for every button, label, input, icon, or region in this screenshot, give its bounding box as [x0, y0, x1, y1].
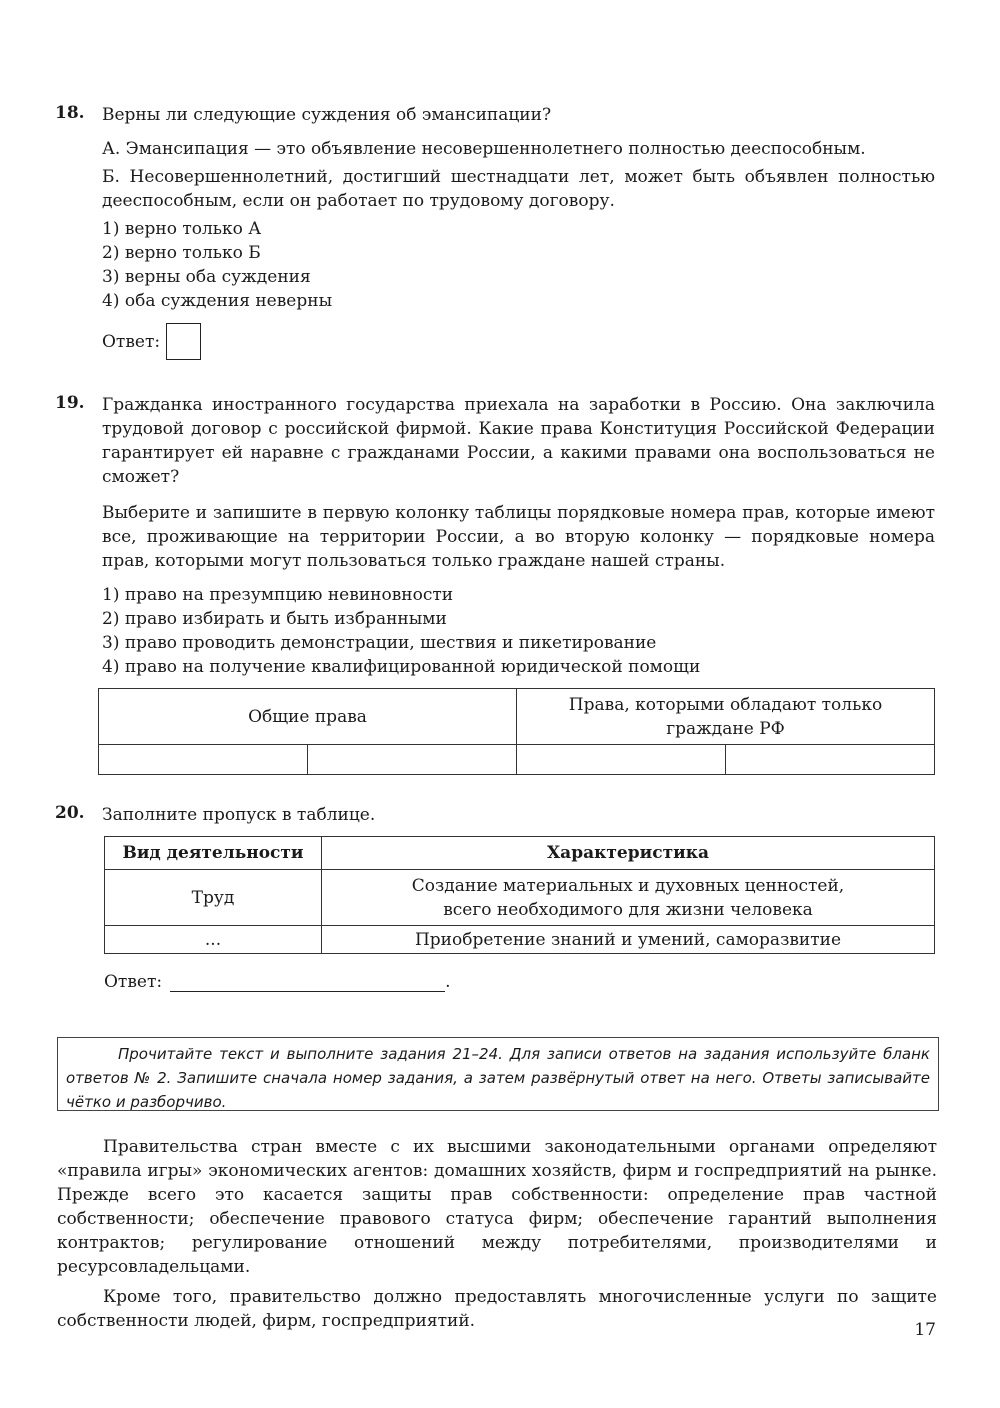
option-2: 2) право избирать и быть избранными: [102, 609, 447, 629]
answer-label: Ответ:: [104, 972, 163, 992]
reading-passage: [57, 1135, 937, 1333]
header-activity-type: Вид деятельности: [105, 837, 322, 870]
option-4: 4) оба суждения неверны: [102, 291, 333, 311]
question-text: Верны ли следующие суждения об эмансипации?: [102, 105, 552, 125]
answer-cell[interactable]: [517, 745, 726, 775]
passage-paragraph: Кроме того, правительство должно предоставлять многочисленные услуги по защите собственности людей, фирм, госпредприятий.: [57, 1287, 937, 1331]
page-number: 17: [914, 1320, 936, 1340]
option-4: 4) право на получение квалифицированной юридической помощи: [102, 657, 701, 677]
header-common-rights: Общие права: [99, 689, 517, 745]
option-1: 1) право на презумпцию невиновности: [102, 585, 454, 605]
answer-box[interactable]: [166, 323, 201, 360]
header-citizen-rights: Права, которыми обладают только граждане РФ: [517, 689, 935, 745]
question-20: [55, 803, 935, 827]
table-cell: ...: [105, 926, 322, 954]
question-text: Заполните пропуск в таблице.: [102, 805, 376, 825]
option-1: 1) верно только А: [102, 219, 262, 239]
header-characteristic: Характеристика: [322, 837, 935, 870]
option-3: 3) право проводить демонстрации, шествия и пикетирование: [102, 633, 657, 653]
table-cell: Труд: [105, 870, 322, 926]
question-number: 20.: [55, 803, 85, 823]
instructions-text: Прочитайте текст и выполните задания 21–24. Для записи ответов на задания используйте бланк ответов № 2. Запишите сначала номер задания, а затем развёрнутый ответ на него. Ответы записывайте чётко и разборчиво.: [66, 1045, 930, 1111]
answer-cell[interactable]: [308, 745, 517, 775]
answer-cell[interactable]: [99, 745, 308, 775]
passage-paragraph: Правительства стран вместе с их высшими законодательными органами определяют «правила игры» экономических агентов: домашних хозяйств, фирм и госпредприятий на рынке. Прежде всего это касается защиты прав собственности: определение прав частной собственности; обеспечение правового статуса фирм; обеспечение гарантий выполнения контрактов; регулирование отношений между потребителями, производителями и ресурсовладельцами.: [57, 1137, 937, 1277]
question-18: [55, 103, 935, 360]
option-3: 3) верны оба суждения: [102, 267, 311, 287]
question-text: Гражданка иностранного государства приехала на заработки в Россию. Она заключила трудовой договор с российской фирмой. Какие права Конституция Российской Федерации гарантирует ей наравне с гражданами России, а какими правами она воспользоваться не сможет?: [102, 395, 935, 487]
question-19: [55, 393, 935, 679]
question-number: 18.: [55, 103, 85, 123]
activity-table: [104, 836, 935, 954]
option-2: 2) верно только Б: [102, 243, 261, 263]
statement-b: Б. Несовершеннолетний, достигший шестнадцати лет, может быть объявлен полностью дееспособным, если он работает по трудовому договору.: [102, 167, 935, 211]
answer-label: Ответ:: [102, 331, 161, 352]
table-cell: Приобретение знаний и умений, саморазвитие: [322, 926, 935, 954]
answer-cell[interactable]: [726, 745, 935, 775]
answer-table-19: [98, 688, 935, 775]
statement-a: А. Эмансипация — это объявление несовершеннолетнего полностью дееспособным.: [102, 139, 866, 159]
question-number: 19.: [55, 393, 85, 413]
instructions-box: [57, 1037, 939, 1111]
answer-blank[interactable]: [170, 973, 445, 992]
table-cell: Создание материальных и духовных ценностей, всего необходимого для жизни человека: [322, 870, 935, 926]
instruction-text: Выберите и запишите в первую колонку таблицы порядковые номера прав, которые имеют все, проживающие на территории России, а во вторую колонку — порядковые номера прав, которыми могут пользоваться только граждане нашей страны.: [102, 503, 935, 571]
answer-line-20: Ответ: .: [104, 972, 451, 992]
